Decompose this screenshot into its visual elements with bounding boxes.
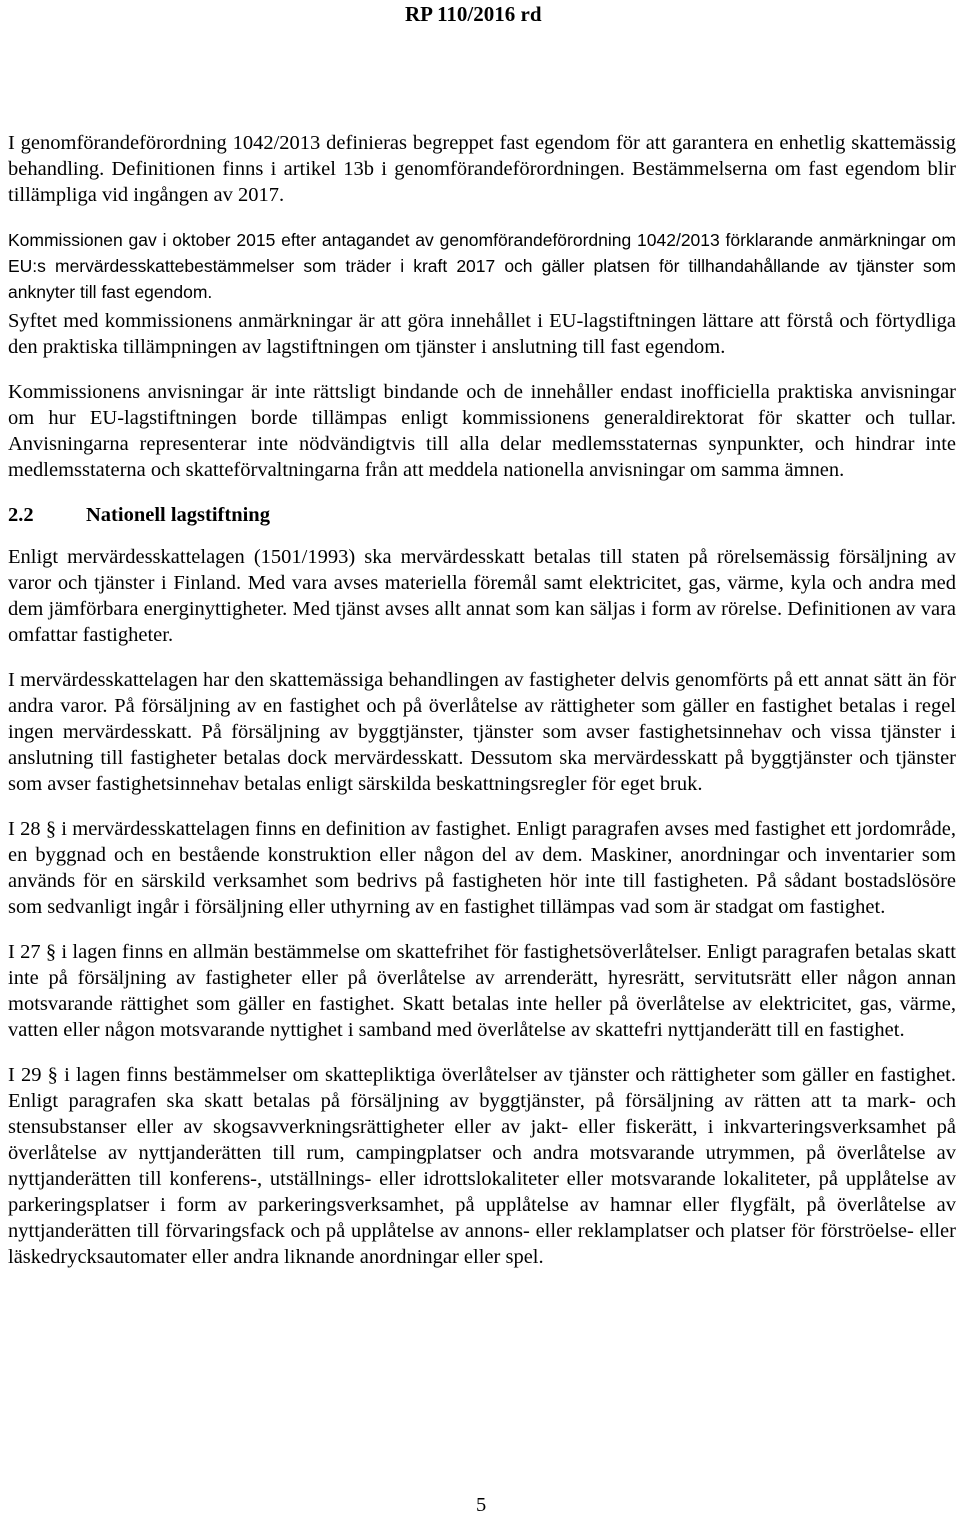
paragraph-vat-law: Enligt mervärdesskattelagen (1501/1993) ska mervärdesskatt betalas till staten på rörelsemässig försäljning av varor och tjänster i Finland. Med vara avses materiella föremål samt elektricitet, gas, värme, kyla och andra med dem jämförbara energinyttigheter. Med tjänst avses allt annat som kan säljas i form av rörelse. Definitionen av vara omfattar fastigheter.: [8, 546, 956, 646]
paragraph-definition: I genomförandeförordning 1042/2013 definieras begreppet fast egendom för att garantera en enhetlig skattemässig behandling. Definitionen finns i artikel 13b i genomförandeförordningen. Bestämmelserna om fast egendom blir tillämpliga vid ingången av 2017.: [8, 132, 956, 206]
paragraph-section-27: I 27 § i lagen finns en allmän bestämmelse om skattefrihet för fastighetsöverlåtelser. Enligt paragrafen betalas skatt inte på försäljning av fastigheter eller på överlåtelse av arrenderätt, hyresrätt, servitutsrätt eller någon annan motsvarande rättighet som gäller en fastighet. Skatt betalas inte heller på överlåtelse av elektricitet, gas, värme, vatten eller någon motsvarande nyttighet i samband med överlåtelse av skattefri nyttjanderätt till en fastighet.: [8, 941, 956, 1041]
paragraph-commission-purpose: Syftet med kommissionens anmärkningar är att göra innehållet i EU-lagstiftningen lättare att förstå och förtydliga den praktiska tillämpningen av lagstiftningen om tjänster i anslutning till fast egendom.: [8, 310, 956, 358]
page-number: 5: [476, 1494, 487, 1516]
paragraph-commission-notes: Kommissionen gav i oktober 2015 efter antagandet av genomförandeförordning 1042/2013 förklarande anmärkningar om EU:s mervärdesskattebestämmelser som träder i kraft 2017 och gäller platsen för tillhandahållande av tjänster som anknyter till fast egendom.: [8, 230, 956, 302]
paragraph-property-treatment: I mervärdesskattelagen har den skattemässiga behandlingen av fastigheter delvis genomförts på ett annat sätt än för andra varor. På försäljning av en fastighet och på överlåtelse av rättigheter som gäller en fastighet betalas i regel ingen mervärdesskatt. På försäljning av byggtjänster, tjänster som avser fastighetsinnehav och vissa tjänster i anslutning till fastigheter betalas dock mervärdesskatt. Dessutom ska mervärdesskatt på byggtjänster och tjänster som avser fastighetsinnehav betalas enligt särskilda beskattningsregler för eget bruk.: [8, 669, 956, 795]
paragraph-commission-guidance: Kommissionens anvisningar är inte rättsligt bindande och de innehåller endast inofficiella praktiska anvisningar om hur EU-lagstiftningen borde tillämpas enligt kommissionens generaldirektorat för skatter och tullar. Anvisningarna representerar inte nödvändigtvis till alla delar medlemsstaternas synpunkter, och hindrar inte medlemsstaterna och skatteförvaltningarna från att meddela nationella anvisningar om samma ämnen.: [8, 381, 956, 481]
section-title: Nationell lagstiftning: [86, 504, 270, 526]
document-header: RP 110/2016 rd: [405, 2, 542, 26]
paragraph-section-28: I 28 § i mervärdesskattelagen finns en definition av fastighet. Enligt paragrafen avses med fastighet ett jordområde, en byggnad och en bestående konstruktion eller någon del av dem. Maskiner, anordningar och inventarier som används för en särskild verksamhet som bedrivs på fastigheten hör inte till fastigheten. På sådant bostadslösöre som sedvanligt ingår i försäljning eller uthyrning av en fastighet tillämpas vad som är stadgat om fastighet.: [8, 818, 956, 918]
section-number: 2.2: [8, 504, 34, 526]
paragraph-section-29: I 29 § i lagen finns bestämmelser om skattepliktiga överlåtelser av tjänster och rättigheter som gäller en fastighet. Enligt paragrafen ska skatt betalas på försäljning av byggtjänster, på försäljning av rätten att ta mark- och stensubstanser eller av skogsavverkningsrättigheter eller av jakt- eller fiskerätt, i inkvarteringsverksamhet på överlåtelse av nyttjanderätten till rum, campingplatser och andra motsvarande utrymmen, på överlåtelse av nyttjanderätten till konferens-, utställnings- eller idrottslokaliteter eller motsvarande lokaliteter, på upplåtelse av parkeringsplatser i form av parkeringsverksamhet, på upplåtelse av hamnar eller flygfält, på överlåtelse av nyttjanderätten till förvaringsfack och på upplåtelse av annons- eller reklamplatser och platser för förströelse- eller läskedrycksautomater eller andra liknande anordningar eller spel.: [8, 1064, 956, 1268]
section-heading: [8, 502, 956, 528]
document-body: [8, 130, 956, 1289]
